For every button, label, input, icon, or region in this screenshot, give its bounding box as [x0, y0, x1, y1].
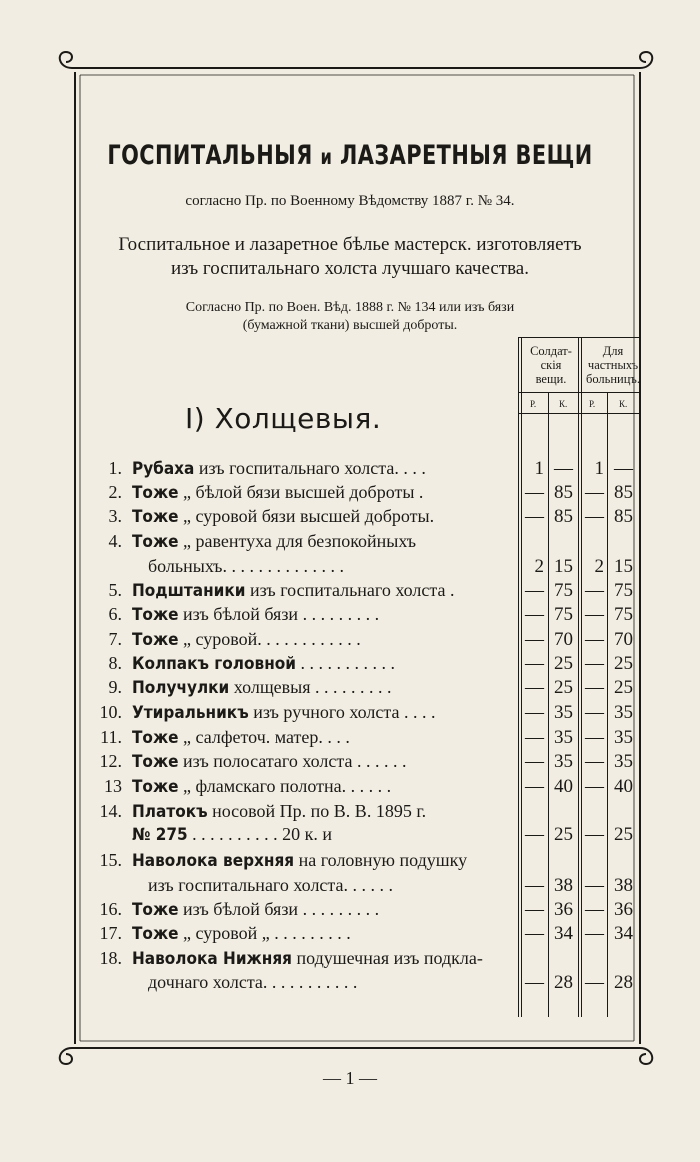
private-header-line: Для: [602, 344, 624, 358]
item-description: [132, 801, 426, 822]
item-name: Тоже: [132, 630, 179, 650]
item-name: Тоже: [132, 752, 179, 772]
price-soldier-kopecks: 28: [554, 972, 573, 993]
item-description: [148, 556, 344, 577]
price-soldier-rubles: —: [525, 580, 544, 601]
price-soldier-kopecks: 38: [554, 875, 573, 896]
price-soldier-kopecks: 35: [554, 702, 573, 723]
price-soldier-kopecks: 35: [554, 751, 573, 772]
item-number: 3.: [108, 506, 122, 526]
item-detail: „ фламскаго полотна. . . . . .: [183, 776, 392, 796]
price-soldier-kopecks: 85: [554, 482, 573, 503]
price-soldier-rubles: —: [525, 653, 544, 674]
intro-line-1: Госпитальное и лазаретное бѣлье мастерск. изготовляетъ: [118, 234, 582, 255]
item-description: [132, 727, 350, 748]
item-name: № 275: [132, 825, 188, 845]
item-name: Тоже: [132, 728, 179, 748]
price-private-kopecks: 25: [614, 677, 633, 698]
table-row: [0, 972, 700, 996]
price-private-rubles: 1: [594, 458, 604, 479]
table-row: [0, 875, 700, 899]
price-private-kopecks: 85: [614, 482, 633, 503]
item-number: 1.: [108, 458, 122, 478]
table-row: [0, 899, 700, 923]
item-description: [132, 604, 379, 625]
item-description: [132, 948, 483, 969]
table-row: [0, 556, 700, 580]
price-soldier-rubles: —: [525, 875, 544, 896]
price-soldier-rubles: 1: [534, 458, 544, 479]
page-title: ГОСПИТАЛЬНЫЯ и ЛАЗАРЕТНЫЯ ВЕЩИ: [107, 140, 593, 171]
item-number: 12.: [99, 751, 122, 771]
note-line-2: (бумажной ткани) высшей доброты.: [242, 318, 458, 333]
table-row: [0, 580, 700, 604]
price-private-kopecks: 38: [614, 875, 633, 896]
price-soldier-rubles: —: [525, 604, 544, 625]
table-row: [0, 727, 700, 751]
price-soldier-rubles: —: [525, 629, 544, 650]
item-number: 15.: [99, 850, 122, 870]
price-private-kopecks: 35: [614, 751, 633, 772]
private-column-header: [584, 344, 642, 386]
item-name: Тоже: [132, 507, 179, 527]
table-row: [0, 824, 700, 848]
item-name: Наволока Нижняя: [132, 949, 292, 969]
price-soldier-rubles: —: [525, 727, 544, 748]
unit-rubles: Р.: [530, 399, 537, 409]
item-number: 13: [104, 776, 122, 796]
item-detail: изъ полосатаго холста . . . . . .: [183, 751, 407, 771]
item-detail: изъ бѣлой бязи . . . . . . . . .: [183, 604, 380, 624]
price-private-kopecks: 40: [614, 776, 633, 797]
item-name: Тоже: [132, 777, 179, 797]
item-description: [132, 580, 454, 601]
item-detail: больныхъ. . . . . . . . . . . . . .: [148, 556, 344, 576]
price-private-kopecks: 34: [614, 923, 633, 944]
price-private-kopecks: 75: [614, 580, 633, 601]
item-detail: изъ госпитальнаго холста. . . .: [198, 458, 426, 478]
item-name: Утиральникъ: [132, 703, 249, 723]
price-private-kopecks: 36: [614, 899, 633, 920]
item-detail: . . . . . . . . . . 20 к. и: [192, 824, 333, 844]
private-header-line: больницъ.: [585, 372, 641, 386]
item-detail: на головную подушку: [298, 850, 468, 870]
item-name: Получулки: [132, 678, 230, 698]
item-detail: холщевыя . . . . . . . . .: [233, 677, 392, 697]
price-soldier-rubles: —: [525, 677, 544, 698]
item-name: Платокъ: [132, 802, 208, 822]
price-private-rubles: —: [585, 629, 604, 650]
item-number: 4.: [108, 531, 122, 551]
item-detail: . . . . . . . . . . .: [300, 653, 395, 673]
price-soldier-kopecks: 36: [554, 899, 573, 920]
item-detail: „ суровой. . . . . . . . . . . .: [183, 629, 361, 649]
item-description: [132, 824, 332, 845]
unit-kopecks: К.: [619, 399, 628, 409]
item-number: 9.: [108, 677, 122, 697]
item-description: [148, 972, 357, 993]
price-private-kopecks: 28: [614, 972, 633, 993]
item-description: [132, 677, 392, 698]
item-detail: дочнаго холста. . . . . . . . . . .: [148, 972, 358, 992]
price-soldier-kopecks: 70: [554, 629, 573, 650]
item-number: 10.: [99, 702, 122, 722]
item-detail: изъ бѣлой бязи . . . . . . . . .: [183, 899, 380, 919]
item-number: 6.: [108, 604, 122, 624]
price-private-rubles: —: [585, 776, 604, 797]
item-detail: изъ госпитальнаго холста. . . . . .: [148, 875, 393, 895]
price-private-kopecks: 35: [614, 727, 633, 748]
price-private-kopecks: 15: [614, 556, 633, 577]
table-row: [0, 458, 700, 482]
item-number: 18.: [99, 948, 122, 968]
table-row: [0, 482, 700, 506]
item-number: 8.: [108, 653, 122, 673]
item-description: [132, 751, 406, 772]
item-name: Тоже: [132, 900, 179, 920]
unit-kopecks: К.: [559, 399, 568, 409]
item-description: [132, 531, 416, 552]
price-private-rubles: —: [585, 875, 604, 896]
item-description: [132, 506, 434, 527]
item-description: [132, 482, 423, 503]
price-soldier-rubles: —: [525, 899, 544, 920]
table-row: [0, 506, 700, 530]
item-number: 2.: [108, 482, 122, 502]
soldier-header-line: Солдат-: [530, 344, 572, 358]
price-soldier-rubles: —: [525, 751, 544, 772]
item-name: Тоже: [132, 924, 179, 944]
item-name: Тоже: [132, 605, 179, 625]
item-detail: „ салфеточ. матер. . . .: [183, 727, 350, 747]
item-number: 16.: [99, 899, 122, 919]
item-number: 11.: [100, 727, 122, 747]
price-soldier-kopecks: 75: [554, 580, 573, 601]
price-private-rubles: —: [585, 824, 604, 845]
price-private-rubles: —: [585, 580, 604, 601]
item-name: Наволока верхняя: [132, 851, 295, 871]
price-soldier-kopecks: —: [554, 458, 573, 479]
page-number: — 1 —: [323, 1068, 377, 1088]
table-row: [0, 801, 700, 825]
item-description: [132, 923, 351, 944]
price-soldier-kopecks: 35: [554, 727, 573, 748]
price-soldier-kopecks: 25: [554, 677, 573, 698]
table-row: [0, 677, 700, 701]
price-private-rubles: —: [585, 702, 604, 723]
price-soldier-rubles: 2: [534, 556, 544, 577]
item-description: [132, 702, 435, 723]
price-private-kopecks: 70: [614, 629, 633, 650]
table-row: [0, 531, 700, 555]
price-private-rubles: —: [585, 972, 604, 993]
price-private-kopecks: 85: [614, 506, 633, 527]
price-soldier-rubles: —: [525, 972, 544, 993]
table-row: [0, 923, 700, 947]
price-soldier-rubles: —: [525, 923, 544, 944]
item-detail: „ суровой бязи высшей доброты.: [183, 506, 435, 526]
item-description: [132, 899, 379, 920]
price-soldier-rubles: —: [525, 506, 544, 527]
item-number: 7.: [108, 629, 122, 649]
price-private-rubles: —: [585, 604, 604, 625]
item-detail: носовой Пр. по В. В. 1895 г.: [212, 801, 427, 821]
price-soldier-kopecks: 25: [554, 653, 573, 674]
unit-rubles: Р.: [589, 399, 596, 409]
price-private-rubles: —: [585, 899, 604, 920]
price-private-rubles: 2: [594, 556, 604, 577]
item-detail: подушечная изъ подкла-: [296, 948, 483, 968]
price-private-rubles: —: [585, 677, 604, 698]
soldier-header-line: скія: [540, 358, 562, 372]
table-row: [0, 604, 700, 628]
price-private-rubles: —: [585, 506, 604, 527]
item-description: [132, 458, 426, 479]
price-soldier-rubles: —: [525, 776, 544, 797]
item-number: 5.: [108, 580, 122, 600]
table-row: [0, 776, 700, 800]
price-soldier-kopecks: 40: [554, 776, 573, 797]
intro-line-2: изъ госпитальнаго холста лучшаго качества.: [171, 258, 529, 279]
item-description: [132, 629, 361, 650]
private-header-line: частныхъ: [587, 358, 639, 372]
item-detail: „ суровой „ . . . . . . . . .: [183, 923, 351, 943]
table-row: [0, 629, 700, 653]
table-row: [0, 948, 700, 972]
price-soldier-rubles: —: [525, 482, 544, 503]
item-name: Тоже: [132, 483, 179, 503]
item-detail: изъ ручного холста . . . .: [253, 702, 436, 722]
price-soldier-rubles: —: [525, 824, 544, 845]
price-soldier-kopecks: 25: [554, 824, 573, 845]
price-private-kopecks: 25: [614, 824, 633, 845]
price-private-kopecks: 75: [614, 604, 633, 625]
soldier-column-header: [524, 344, 578, 386]
item-description: [148, 875, 393, 896]
table-row: [0, 653, 700, 677]
item-description: [132, 776, 391, 797]
table-row: [0, 702, 700, 726]
item-number: 14.: [99, 801, 122, 821]
price-private-rubles: —: [585, 727, 604, 748]
item-detail: „ бѣлой бязи высшей доброты .: [183, 482, 424, 502]
item-description: [132, 850, 467, 871]
subtitle: согласно Пр. по Военному Вѣдомству 1887 г. № 34.: [185, 193, 515, 209]
item-detail: изъ госпитальнаго холста .: [249, 580, 455, 600]
section-title: I) Холщевыя.: [185, 402, 382, 435]
price-private-kopecks: 35: [614, 702, 633, 723]
table-row: [0, 850, 700, 874]
item-description: [132, 653, 395, 674]
price-private-kopecks: 25: [614, 653, 633, 674]
price-soldier-rubles: —: [525, 702, 544, 723]
price-private-rubles: —: [585, 653, 604, 674]
price-private-rubles: —: [585, 751, 604, 772]
price-private-kopecks: —: [614, 458, 633, 479]
item-number: 17.: [99, 923, 122, 943]
item-detail: „ равентуха для безпокойныхъ: [183, 531, 417, 551]
item-name: Колпакъ головной: [132, 654, 296, 674]
item-name: Тоже: [132, 532, 179, 552]
price-soldier-kopecks: 15: [554, 556, 573, 577]
price-soldier-kopecks: 85: [554, 506, 573, 527]
price-private-rubles: —: [585, 923, 604, 944]
table-row: [0, 751, 700, 775]
price-private-rubles: —: [585, 482, 604, 503]
soldier-header-line: вещи.: [535, 372, 567, 386]
price-soldier-kopecks: 34: [554, 923, 573, 944]
item-name: Рубаха: [132, 459, 195, 479]
item-name: Подштаники: [132, 581, 246, 601]
note-line-1: Согласно Пр. по Воен. Вѣд. 1888 г. № 134 или изъ бязи: [185, 300, 515, 315]
price-soldier-kopecks: 75: [554, 604, 573, 625]
